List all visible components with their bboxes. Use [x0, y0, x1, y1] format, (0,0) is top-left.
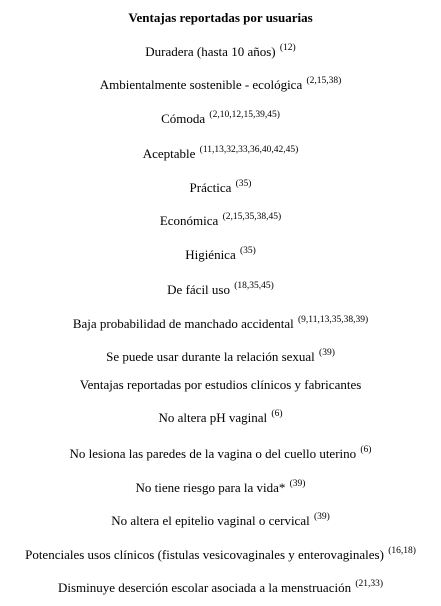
row-refs: (2,10,12,15,39,45) — [209, 110, 280, 120]
row-refs: (2,15,38) — [306, 76, 342, 86]
row-refs: (9,11,13,35,38,39) — [298, 315, 369, 325]
row-text: Potenciales usos clínicos (fistulas vesicovaginales y enterovaginales) — [25, 547, 384, 562]
row-text: De fácil uso — [167, 282, 230, 297]
row-refs: (39) — [289, 479, 306, 489]
row-text: Ambientalmente sostenible - ecológica — [99, 77, 303, 92]
row-refs: (39) — [313, 512, 330, 522]
section-header-studies-text: Ventajas reportadas por estudios clínicos y fabricantes — [79, 377, 362, 392]
row-text: Económica — [159, 213, 219, 228]
row-refs: (35) — [235, 179, 252, 189]
row-text: Duradera (hasta 10 años) — [145, 44, 276, 59]
row-text: Disminuye deserción escolar asociada a la menstruación — [57, 580, 352, 595]
user-advantage-row — [0, 247, 441, 265]
study-advantage-row — [0, 513, 441, 531]
study-advantage-row — [0, 446, 441, 464]
row-text: Baja probabilidad de manchado accidental — [72, 316, 294, 331]
row-refs: (18,35,45) — [234, 281, 274, 291]
user-advantage-row — [0, 349, 441, 367]
row-refs: (2,15,35,38,45) — [222, 212, 282, 222]
user-advantage-row — [0, 77, 441, 95]
row-text: No lesiona las paredes de la vagina o del cuello uterino — [69, 446, 357, 461]
row-refs: (11,13,32,33,36,40,42,45) — [199, 145, 299, 155]
row-text: Práctica — [189, 180, 232, 195]
row-text: No tiene riesgo para la vida* — [135, 480, 286, 495]
row-text: Se puede usar durante la relación sexual — [106, 349, 315, 364]
section-header-users-text: Ventajas reportadas por usuarias — [128, 10, 313, 25]
user-advantage-row — [0, 213, 441, 231]
user-advantage-row — [0, 316, 441, 334]
study-advantage-row — [0, 480, 441, 498]
study-advantage-row — [0, 547, 441, 565]
study-advantage-row — [0, 410, 441, 428]
row-text: No altera el epitelio vaginal o cervical — [111, 513, 310, 528]
section-header-studies — [0, 377, 441, 393]
row-text: Cómoda — [161, 111, 206, 126]
row-refs: (12) — [279, 43, 296, 53]
user-advantage-row — [0, 146, 441, 164]
user-advantage-row — [0, 180, 441, 198]
row-text: Higiénica — [185, 247, 236, 262]
row-refs: (35) — [239, 246, 256, 256]
row-text: No altera pH vaginal — [158, 410, 268, 425]
row-refs: (21,33) — [355, 579, 384, 589]
row-refs: (39) — [319, 348, 335, 358]
user-advantage-row — [0, 44, 441, 62]
row-refs: (6) — [360, 445, 372, 455]
user-advantage-row — [0, 282, 441, 300]
row-refs: (6) — [271, 409, 283, 419]
row-text: Aceptable — [142, 146, 196, 161]
user-advantage-row — [0, 111, 441, 129]
row-refs: (16,18) — [388, 546, 416, 556]
section-header-users — [0, 10, 441, 26]
study-advantage-row — [0, 580, 441, 598]
